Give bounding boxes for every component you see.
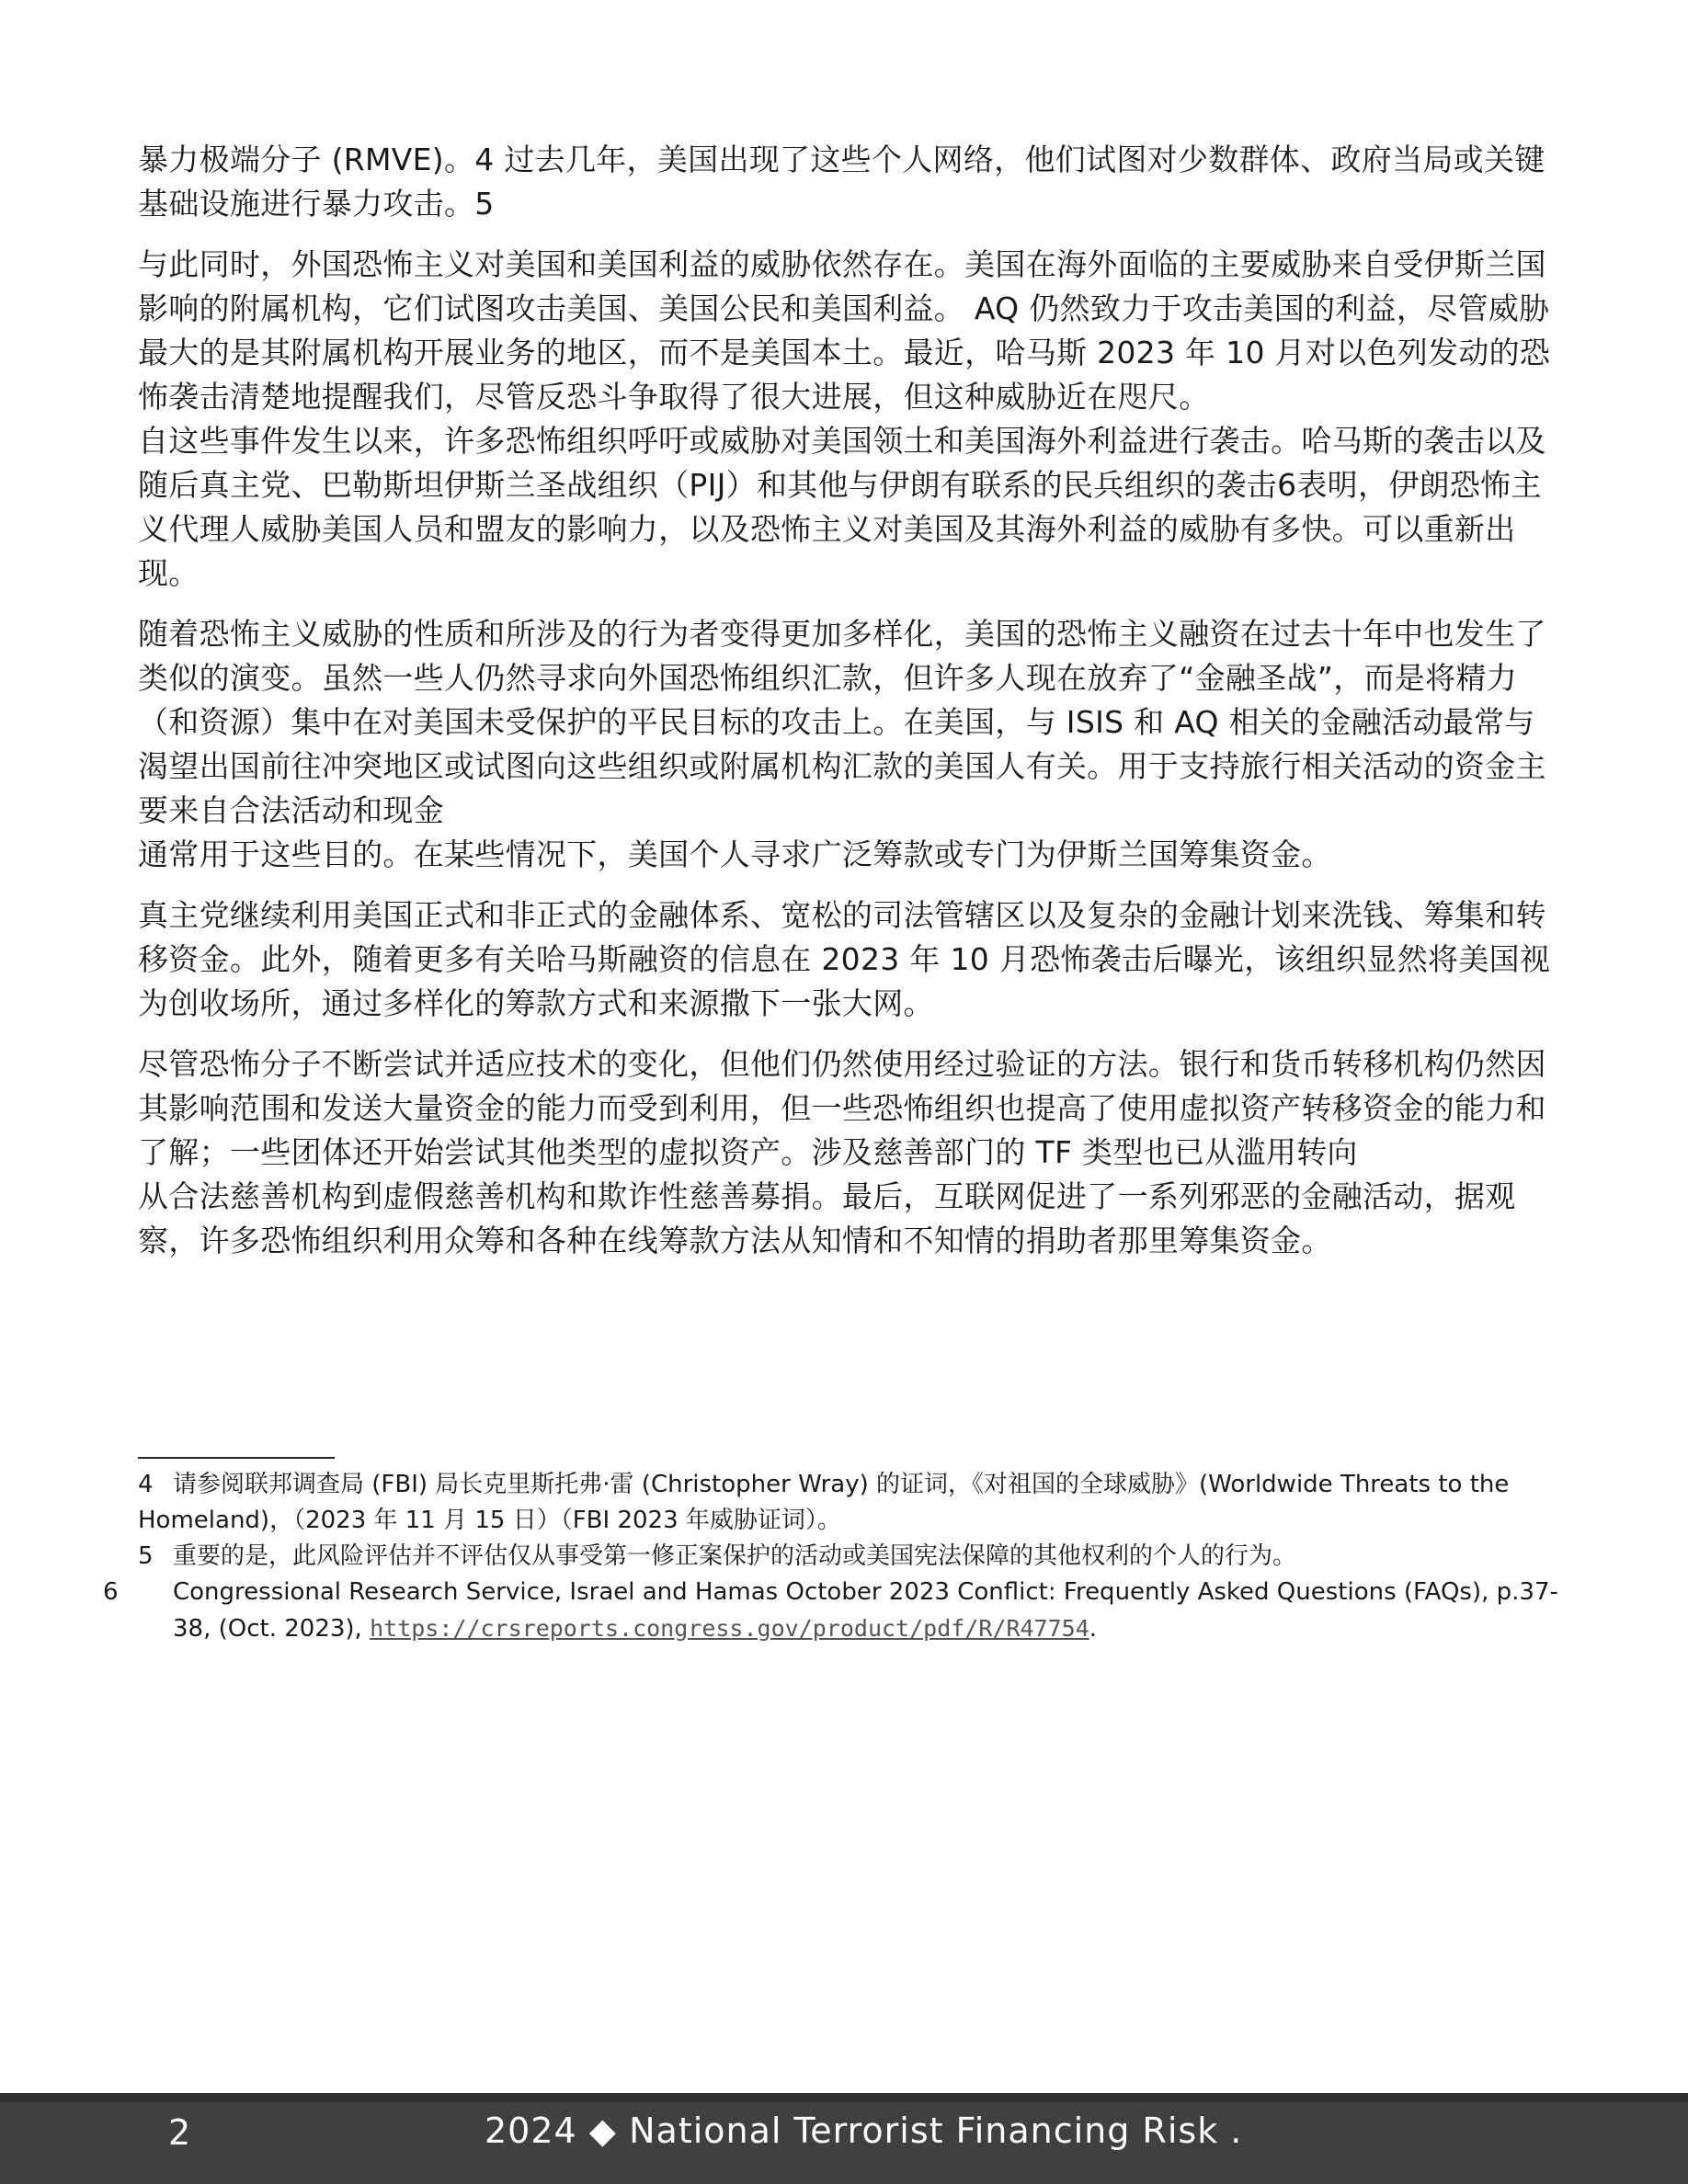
footnote-number: 4 bbox=[138, 1471, 154, 1498]
page-number: 2 bbox=[168, 2112, 191, 2153]
paragraph: 与此同时，外国恐怖主义对美国和美国利益的威胁依然存在。美国在海外面临的主要威胁来自受伊斯兰国影响的附属机构，它们试图攻击美国、美国公民和美国利益。 AQ 仍然致力于攻击美国的利益，尽管威胁最大的是其附属机构开展业务的地区，而不是美国本土。最近，哈马斯 2023 年 10 月对以色列发动的恐怖袭击清楚地提醒我们，尽管反恐斗争取得了很大进展，但这种威胁近在咫尺。 bbox=[138, 246, 1551, 415]
footnote-text: Congressional Research Service, Israel and Hamas October 2023 Conflict: Frequently Asked Questions (FAQs), p.37-38, (Oct. 2023), bbox=[173, 1578, 1558, 1643]
footer-title: 2024 ◆ National Terrorist Financing Risk . bbox=[485, 2110, 1243, 2151]
paragraph: 自这些事件发生以来，许多恐怖组织呼吁或威胁对美国领土和美国海外利益进行袭击。哈马斯的袭击以及随后真主党、巴勒斯坦伊斯兰圣战组织（PIJ）和其他与伊朗有联系的民兵组织的袭击6表明，伊朗恐怖主义代理人威胁美国人员和盟友的影响力，以及恐怖主义对美国及其海外利益的威胁有多快。可以重新出现。 bbox=[138, 423, 1546, 591]
footnote-number: 5 bbox=[138, 1542, 154, 1570]
paragraph: 真主党继续利用美国正式和非正式的金融体系、宽松的司法管辖区以及复杂的金融计划来洗钱、筹集和转移资金。此外，随着更多有关哈马斯融资的信息在 2023 年 10 月恐怖袭击后曝光，该组织显然将美国视为创收场所，通过多样化的筹款方式和来源撒下一张大网。 bbox=[138, 897, 1551, 1021]
footnote bbox=[138, 1539, 1558, 1575]
footnote-text: 重要的是，此风险评估并不评估仅从事受第一修正案保护的活动或美国宪法保障的其他权利的个人的行为。 bbox=[173, 1542, 1297, 1570]
paragraph: 从合法慈善机构到虚假慈善机构和欺诈性慈善募捐。最后，互联网促进了一系列邪恶的金融活动，据观察，许多恐怖组织利用众筹和各种在线筹款方法从知情和不知情的捐助者那里筹集资金。 bbox=[138, 1178, 1516, 1258]
footnote-text: 请参阅联邦调查局 (FBI) 局长克里斯托弗·雷 (Christopher Wray) 的证词，《对祖国的全球威胁》(Worldwide Threats to the Homeland)，（2023 年 11 月 15 日）（FBI 2023 年威胁证词）。 bbox=[138, 1471, 1510, 1534]
footnote-tail: . bbox=[1089, 1615, 1098, 1643]
footnotes bbox=[103, 1467, 1558, 1647]
paragraph: 通常用于这些目的。在某些情况下，美国个人寻求广泛筹款或专门为伊斯兰国筹集资金。 bbox=[138, 836, 1332, 872]
paragraph: 暴力极端分子 (RMVE)。4 过去几年，美国出现了这些个人网络，他们试图对少数群体、政府当局或关键基础设施进行暴力攻击。5 bbox=[138, 142, 1545, 222]
footnote bbox=[103, 1575, 1558, 1647]
main-body bbox=[138, 138, 1554, 1280]
footnote-number: 6 bbox=[103, 1578, 119, 1606]
footnote bbox=[138, 1467, 1558, 1539]
footnote-divider bbox=[138, 1457, 335, 1459]
paragraph: 尽管恐怖分子不断尝试并适应技术的变化，但他们仍然使用经过验证的方法。银行和货币转移机构仍然因其影响范围和发送大量资金的能力而受到利用，但一些恐怖组织也提高了使用虚拟资产转移资金的能力和了解；一些团体还开始尝试其他类型的虚拟资产。涉及慈善部门的 TF 类型也已从滥用转向 bbox=[138, 1046, 1546, 1170]
footnote-link[interactable]: https://crsreports.congress.gov/product/pdf/R/R47754 bbox=[370, 1615, 1089, 1642]
footer-border bbox=[0, 2093, 1688, 2102]
paragraph: 随着恐怖主义威胁的性质和所涉及的行为者变得更加多样化，美国的恐怖主义融资在过去十年中也发生了类似的演变。虽然一些人仍然寻求向外国恐怖组织汇款，但许多人现在放弃了“金融圣战”，而是将精力（和资源）集中在对美国未受保护的平民目标的攻击上。在美国，与 ISIS 和 AQ 相关的金融活动最常与渴望出国前往冲突地区或试图向这些组织或附属机构汇款的美国人有关。用于支持旅行相关活动的资金主要来自合法活动和现金 bbox=[138, 616, 1546, 828]
